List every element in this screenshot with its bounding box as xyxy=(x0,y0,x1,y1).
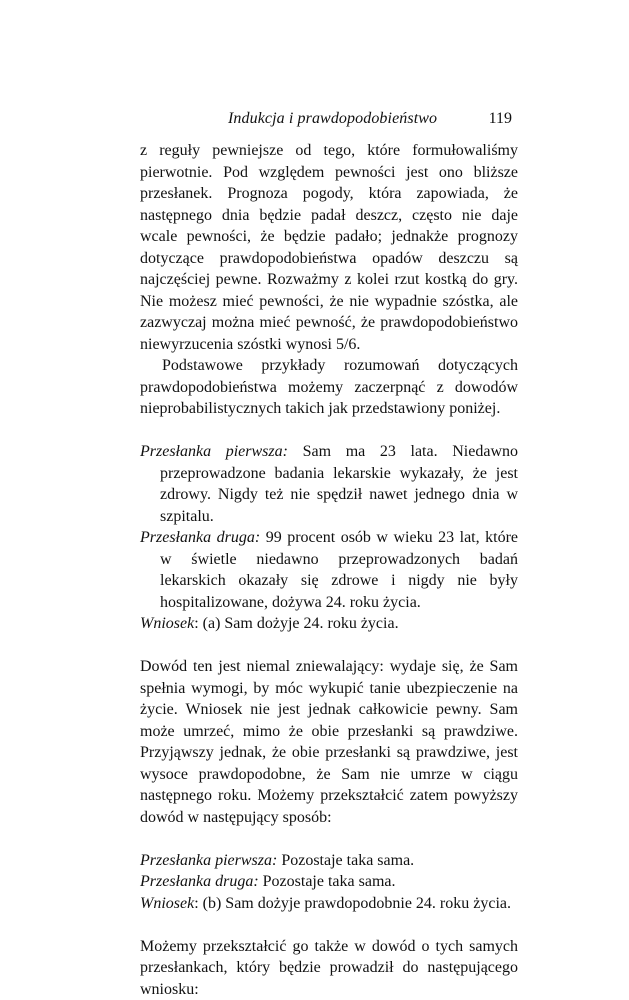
premise-second-label: Przesłanka druga: xyxy=(140,873,259,890)
premise-first-label: Przesłanka pierwsza: xyxy=(140,852,277,869)
premise-first xyxy=(140,850,518,872)
premise-second-label: Przesłanka druga: xyxy=(140,529,260,546)
conclusion-text: : (a) Sam dożyje 24. roku życia. xyxy=(194,615,398,632)
running-title: Indukcja i prawdopodobieństwo xyxy=(228,110,437,128)
premise-second xyxy=(140,527,518,613)
conclusion-text: : (b) Sam dożyje prawdopodobnie 24. roku życia. xyxy=(194,895,511,912)
paragraph-argument-analysis: Dowód ten jest niemal zniewalający: wydaje się, że Sam spełnia wymogi, by móc wykupić tanie ubezpieczenie na życie. Wniosek nie jest jednak całkowicie pewny. Sam może umrzeć, mimo że obie przesłanki są prawdziwe. Przyjąwszy jednak, że obie przesłanki są prawdziwe, jest wysoce prawdopodobne, że Sam nie umrze w ciągu następnego roku. Możemy przekształcić zatem powyższy dowód w następujący sposób: xyxy=(140,656,518,828)
premise-first-text: Pozostaje taka sama. xyxy=(281,852,414,869)
premise-second xyxy=(140,871,518,893)
argument-b xyxy=(140,850,518,915)
paragraph-probability-certainty: z reguły pewniejsze od tego, które formułowaliśmy pierwotnie. Pod względem pewności jest ono bliższe przesłanek. Prognoza pogody, która zapowiada, że następnego dnia będzie padał deszcz, często nie daje wcale pewności, że będzie padało; jednakże prognozy dotyczące prawdopodobieństwa opadów deszczu są najczęściej pewne. Rozważmy z kolei rzut kostką do gry. Nie możesz mieć pewności, że nie wypadnie szóstka, ale zazwyczaj można mieć pewność, że prawdopodobieństwo niewyrzucenia szóstki wynosi 5/6. xyxy=(140,140,518,355)
premise-first-text: Sam ma 23 lata. Niedawno przeprowadzone badania lekarskie wykazały, że jest zdrowy. Nigdy też nie spędził nawet jednego dnia w szpitalu. xyxy=(160,443,518,525)
paragraph-basic-examples: Podstawowe przykłady rozumowań dotyczących prawdopodobieństwa możemy zaczerpnąć z dowodów nieprobabilistycznych takich jak przedstawiony poniżej. xyxy=(140,355,518,420)
conclusion-label: Wniosek xyxy=(140,615,194,632)
argument-a xyxy=(140,441,518,635)
premise-first-label: Przesłanka pierwsza: xyxy=(140,443,288,460)
premise-second-text: 99 procent osób w wieku 23 lat, które w świetle niedawno przeprowadzonych badań lekarskich okazały się zdrowe i nigdy nie były hospitalizowane, dożywa 24. roku życia. xyxy=(160,529,518,611)
paragraph-alternative-conclusion: Możemy przekształcić go także w dowód o tych samych przesłankach, który będzie prowadził do następującego wniosku: xyxy=(140,936,518,1000)
conclusion xyxy=(140,613,518,635)
page-number: 119 xyxy=(489,110,512,128)
running-header xyxy=(140,110,516,130)
premise-second-text: Pozostaje taka sama. xyxy=(263,873,396,890)
conclusion-label: Wniosek xyxy=(140,895,194,912)
page-body xyxy=(140,140,518,1000)
conclusion xyxy=(140,893,518,915)
premise-first xyxy=(140,441,518,527)
